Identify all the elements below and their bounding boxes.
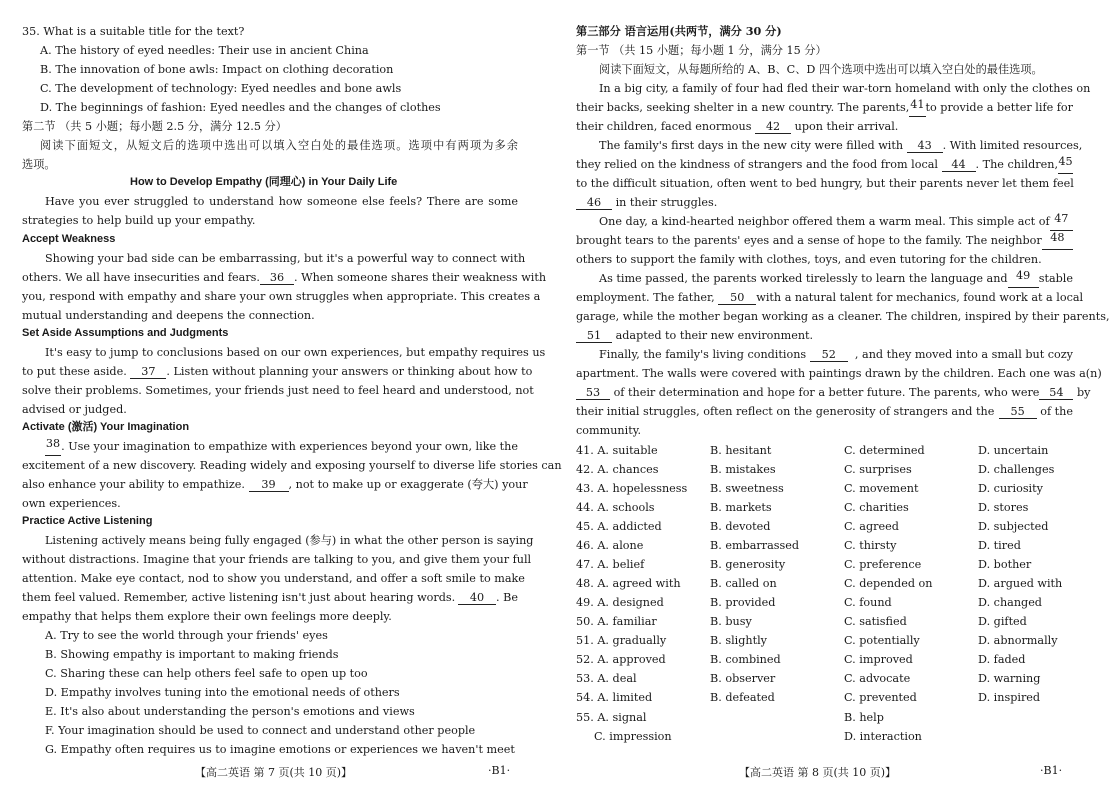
text-fragment: of the	[1040, 405, 1073, 418]
text-fragment: with a natural talent for mechanics, found work at a local	[756, 291, 1084, 304]
paragraph-line	[22, 362, 533, 381]
option-50-d: D. gifted	[978, 615, 1027, 628]
text-fragment: One day, a kind-hearted neighbor offered them a warm meal. This simple act of	[599, 215, 1050, 228]
text-fragment: employment. The father,	[576, 291, 715, 304]
paragraph-line: In a big city, a family of four had fled their war-torn homeland with only the clothes on	[599, 82, 1091, 95]
paragraph-line: excitement of a new discovery. Reading widely and exposing yourself to diverse life stories can	[22, 459, 562, 472]
text-fragment: stable	[1038, 272, 1073, 285]
option-46-b: B. embarrassed	[710, 539, 800, 552]
q35-option-c: C. The development of technology: Eyed needles and bone awls	[40, 82, 402, 95]
blank-51: 51	[576, 329, 612, 343]
option-49-d: D. changed	[978, 596, 1042, 609]
section2-instruction-cont: 选项。	[22, 158, 56, 171]
paragraph-line: others to support the family with clothes, toys, and even tutoring for the children.	[576, 253, 1042, 266]
intro-line: strategies to help build up your empathy.	[22, 214, 256, 227]
paragraph-line: without distractions. Imagine that your friends are talking to you, and give them your full	[22, 553, 532, 566]
paragraph-line	[599, 269, 1073, 288]
option-53-a: 53. A. deal	[576, 672, 637, 685]
option-45-d: D. subjected	[978, 520, 1049, 533]
option-42-c: C. surprises	[844, 463, 912, 476]
text-fragment: upon their arrival.	[794, 120, 899, 133]
option-49-c: C. found	[844, 596, 892, 609]
blank-41: 41	[909, 98, 925, 117]
blank-39: 39	[249, 478, 289, 492]
option-55-d: D. interaction	[844, 730, 922, 743]
option-48-a: 48. A. agreed with	[576, 577, 681, 590]
paragraph-line	[599, 345, 1073, 364]
option-47-d: D. bother	[978, 558, 1032, 571]
option-44-d: D. stores	[978, 501, 1029, 514]
section2-instruction: 阅读下面短文，从短文后的选项中选出可以填入空白处的最佳选项。选项中有两项为多余	[40, 139, 518, 152]
blank-37: 37	[130, 365, 166, 379]
choice-b: B. Showing empathy is important to making friends	[45, 648, 339, 661]
heading-activate: Activate (激活) Your Imagination	[22, 421, 190, 433]
text-fragment: , and they moved into a small but cozy	[854, 348, 1073, 361]
blank-46: 46	[576, 196, 612, 210]
text-fragment: their backs, seeking shelter in a new country. The parents,	[576, 101, 910, 114]
option-44-a: 44. A. schools	[576, 501, 655, 514]
paragraph-line	[599, 136, 1083, 155]
q35-option-b: B. The innovation of bone awls: Impact on clothing decoration	[40, 63, 394, 76]
paragraph-line: solve their problems. Sometimes, your friends just need to feel heard and understood, not	[22, 384, 534, 397]
option-55-a: 55. A. signal	[576, 711, 647, 724]
paragraph-line	[576, 288, 1084, 307]
text-fragment: . Listen without planning your answers or thinking about how to	[166, 365, 533, 378]
paragraph-line	[576, 193, 717, 212]
option-47-c: C. preference	[844, 558, 922, 571]
paragraph-line	[576, 117, 898, 136]
blank-48: 48	[1042, 231, 1073, 250]
paragraph-line: own experiences.	[22, 497, 121, 510]
text-fragment: . With limited resources,	[942, 139, 1083, 152]
choice-d: D. Empathy involves tuning into the emotional needs of others	[45, 686, 400, 699]
option-51-d: D. abnormally	[978, 634, 1058, 647]
heading-active-listening: Practice Active Listening	[22, 515, 153, 527]
option-52-a: 52. A. approved	[576, 653, 666, 666]
paragraph-line	[576, 383, 1091, 402]
blank-40: 40	[458, 591, 496, 605]
option-41-a: 41. A. suitable	[576, 444, 658, 457]
text-fragment: adapted to their new environment.	[615, 329, 814, 342]
option-53-b: B. observer	[710, 672, 776, 685]
text-fragment: to put these aside.	[22, 365, 127, 378]
option-44-c: C. charities	[844, 501, 909, 514]
page-footer: 【高二英语 第 7 页(共 10 页)】	[195, 766, 353, 779]
paragraph-line	[22, 588, 518, 607]
paragraph-line	[576, 231, 1073, 250]
option-41-d: D. uncertain	[978, 444, 1049, 457]
option-55-c: C. impression	[594, 730, 672, 743]
paragraph-line	[576, 98, 1073, 117]
text-fragment	[458, 588, 518, 607]
paragraph-line: to the difficult situation, often went to bed hungry, but their parents never let them feel	[576, 177, 1074, 190]
paragraph-line	[22, 475, 528, 494]
text-fragment: by	[1076, 386, 1091, 399]
text-fragment: them feel valued. Remember, active listening isn't just about hearing words.	[22, 591, 456, 604]
choice-a: A. Try to see the world through your friends' eyes	[45, 629, 328, 642]
text-fragment: they relied on the kindness of strangers and the food from local	[576, 158, 938, 171]
paragraph-line	[576, 155, 1073, 174]
blank-47: 47	[1050, 212, 1073, 231]
text-fragment	[576, 155, 976, 174]
option-50-a: 50. A. familiar	[576, 615, 657, 628]
passage-title: How to Develop Empathy (同理心) in Your Daily Life	[130, 176, 398, 188]
blank-50: 50	[718, 291, 756, 305]
paragraph-line: garage, while the mother began working as a cleaner. The children, inspired by their parents,	[576, 310, 1110, 323]
option-51-a: 51. A. gradually	[576, 634, 667, 647]
option-45-c: C. agreed	[844, 520, 899, 533]
option-42-a: 42. A. chances	[576, 463, 659, 476]
text-fragment: . When someone shares their weakness with	[293, 271, 547, 284]
paragraph-line	[599, 212, 1073, 231]
blank-53: 53	[576, 386, 610, 400]
option-43-b: B. sweetness	[710, 482, 784, 495]
option-55-b: B. help	[844, 711, 884, 724]
option-52-b: B. combined	[710, 653, 781, 666]
blank-45: 45	[1058, 155, 1073, 174]
text-fragment: others. We all have insecurities and fears.	[22, 271, 260, 284]
text-fragment: . The children,	[975, 158, 1059, 171]
text-fragment	[576, 383, 1039, 402]
option-53-c: C. advocate	[844, 672, 911, 685]
text-fragment	[599, 136, 943, 155]
text-fragment: As time passed, the parents worked tirelessly to learn the language and	[599, 272, 1008, 285]
option-49-a: 49. A. designed	[576, 596, 664, 609]
option-47-a: 47. A. belief	[576, 558, 645, 571]
option-48-d: D. argued with	[978, 577, 1063, 590]
option-44-b: B. markets	[710, 501, 772, 514]
paragraph-line: you, respond with empathy and share your own struggles when appropriate. This creates a	[22, 290, 541, 303]
text-fragment: in their struggles.	[615, 196, 718, 209]
option-54-b: B. defeated	[710, 691, 775, 704]
text-fragment: Finally, the family's living conditions	[599, 348, 807, 361]
option-51-b: B. slightly	[710, 634, 767, 647]
choice-e: E. It's also about understanding the person's emotions and views	[45, 705, 415, 718]
right-page	[544, 0, 1110, 800]
option-43-a: 43. A. hopelessness	[576, 482, 688, 495]
blank-38: 38	[45, 437, 61, 456]
choice-f: F. Your imagination should be used to connect and understand other people	[45, 724, 476, 737]
text-fragment: their initial struggles, often reflect on the generosity of strangers and the	[576, 405, 995, 418]
option-54-a: 54. A. limited	[576, 691, 653, 704]
option-41-b: B. hesitant	[710, 444, 772, 457]
part3-header: 第三部分 语言运用(共两节，满分 30 分)	[576, 24, 782, 38]
text-fragment: to provide a better life for	[925, 101, 1073, 114]
choice-c: C. Sharing these can help others feel safe to open up too	[45, 667, 368, 680]
section1-instruction: 阅读下面短文，从每题所给的 A、B、C、D 四个选项中选出可以填入空白处的最佳选项。	[599, 63, 1043, 76]
option-45-b: B. devoted	[710, 520, 771, 533]
option-43-d: D. curiosity	[978, 482, 1043, 495]
option-52-d: D. faded	[978, 653, 1026, 666]
blank-44: 44	[942, 158, 976, 172]
option-43-c: C. movement	[844, 482, 919, 495]
intro-line: Have you ever struggled to understand how someone else feels? There are some	[45, 195, 518, 208]
text-fragment	[260, 268, 546, 287]
text-fragment: their children, faced enormous	[576, 120, 752, 133]
heading-set-aside: Set Aside Assumptions and Judgments	[22, 327, 229, 339]
option-53-d: D. warning	[978, 672, 1041, 685]
page-footer: 【高二英语 第 8 页(共 10 页)】	[739, 766, 897, 779]
q35-stem: 35. What is a suitable title for the text?	[22, 25, 245, 38]
option-50-b: B. busy	[710, 615, 752, 628]
paragraph-line: community.	[576, 424, 642, 437]
option-47-b: B. generosity	[710, 558, 786, 571]
option-54-d: D. inspired	[978, 691, 1041, 704]
text-fragment	[1039, 383, 1090, 402]
paragraph-line: Showing your bad side can be embarrassing, but it's a powerful way to connect with	[45, 252, 526, 265]
blank-42: 42	[755, 120, 791, 134]
blank-49: 49	[1008, 269, 1039, 288]
option-48-c: C. depended on	[844, 577, 933, 590]
page-code: ·B1·	[1040, 764, 1063, 777]
option-49-b: B. provided	[710, 596, 776, 609]
paragraph-line	[22, 268, 547, 287]
paragraph-line: advised or judged.	[22, 403, 127, 416]
option-42-b: B. mistakes	[710, 463, 776, 476]
option-51-c: C. potentially	[844, 634, 920, 647]
page-code: ·B1·	[488, 764, 511, 777]
text-fragment	[576, 288, 756, 307]
paragraph-line: mutual understanding and deepens the connection.	[22, 309, 315, 322]
paragraph-line: attention. Make eye contact, nod to show you understand, and offer a soft smile to make	[22, 572, 525, 585]
text-fragment: . Use your imagination to empathize with experiences beyond your own, like the	[61, 440, 518, 453]
option-46-c: C. thirsty	[844, 539, 897, 552]
text-fragment	[599, 345, 848, 364]
option-46-d: D. tired	[978, 539, 1021, 552]
heading-accept-weakness: Accept Weakness	[22, 233, 116, 245]
text-fragment: of their determination and hope for a better future. The parents, who were	[613, 386, 1040, 399]
paragraph-line: It's easy to jump to conclusions based on our own experiences, but empathy requires us	[45, 346, 546, 359]
text-fragment	[999, 402, 1073, 421]
paragraph-line: empathy that helps them explore their own feelings more deeply.	[22, 610, 392, 623]
paragraph-line: Listening actively means being fully engaged (参与) in what the other person is saying	[45, 534, 534, 547]
choice-g: G. Empathy often requires us to imagine emotions or experiences we haven't meet	[45, 743, 515, 756]
q35-option-d: D. The beginnings of fashion: Eyed needles and the changes of clothes	[40, 101, 441, 114]
section1-header: 第一节 （共 15 小题；每小题 1 分，满分 15 分）	[576, 44, 827, 57]
option-48-b: B. called on	[710, 577, 777, 590]
blank-55: 55	[999, 405, 1037, 419]
paragraph-line: apartment. The walls were covered with paintings drawn by the children. Each one was a(n)	[576, 367, 1102, 380]
option-42-d: D. challenges	[978, 463, 1055, 476]
blank-52: 52	[810, 348, 848, 362]
q35-option-a: A. The history of eyed needles: Their use in ancient China	[40, 44, 369, 57]
paragraph-line	[576, 326, 813, 345]
option-41-c: C. determined	[844, 444, 925, 457]
text-fragment: . Be	[496, 591, 518, 604]
text-fragment	[22, 362, 166, 381]
text-fragment: , not to make up or exaggerate (夸大) your	[288, 478, 528, 491]
blank-43: 43	[907, 139, 943, 153]
text-fragment: The family's first days in the new city were filled with	[599, 139, 904, 152]
paragraph-line	[45, 437, 518, 456]
paragraph-line	[576, 402, 1073, 421]
option-46-a: 46. A. alone	[576, 539, 644, 552]
option-50-c: C. satisfied	[844, 615, 907, 628]
option-52-c: C. improved	[844, 653, 913, 666]
option-45-a: 45. A. addicted	[576, 520, 662, 533]
text-fragment	[22, 475, 289, 494]
option-54-c: C. prevented	[844, 691, 917, 704]
text-fragment: brought tears to the parents' eyes and a sense of hope to the family. The neighbor	[576, 234, 1042, 247]
text-fragment: also enhance your ability to empathize.	[22, 478, 245, 491]
blank-36: 36	[260, 271, 294, 285]
blank-54: 54	[1039, 386, 1073, 400]
section2-header: 第二节 （共 5 小题；每小题 2.5 分，满分 12.5 分）	[22, 120, 287, 133]
